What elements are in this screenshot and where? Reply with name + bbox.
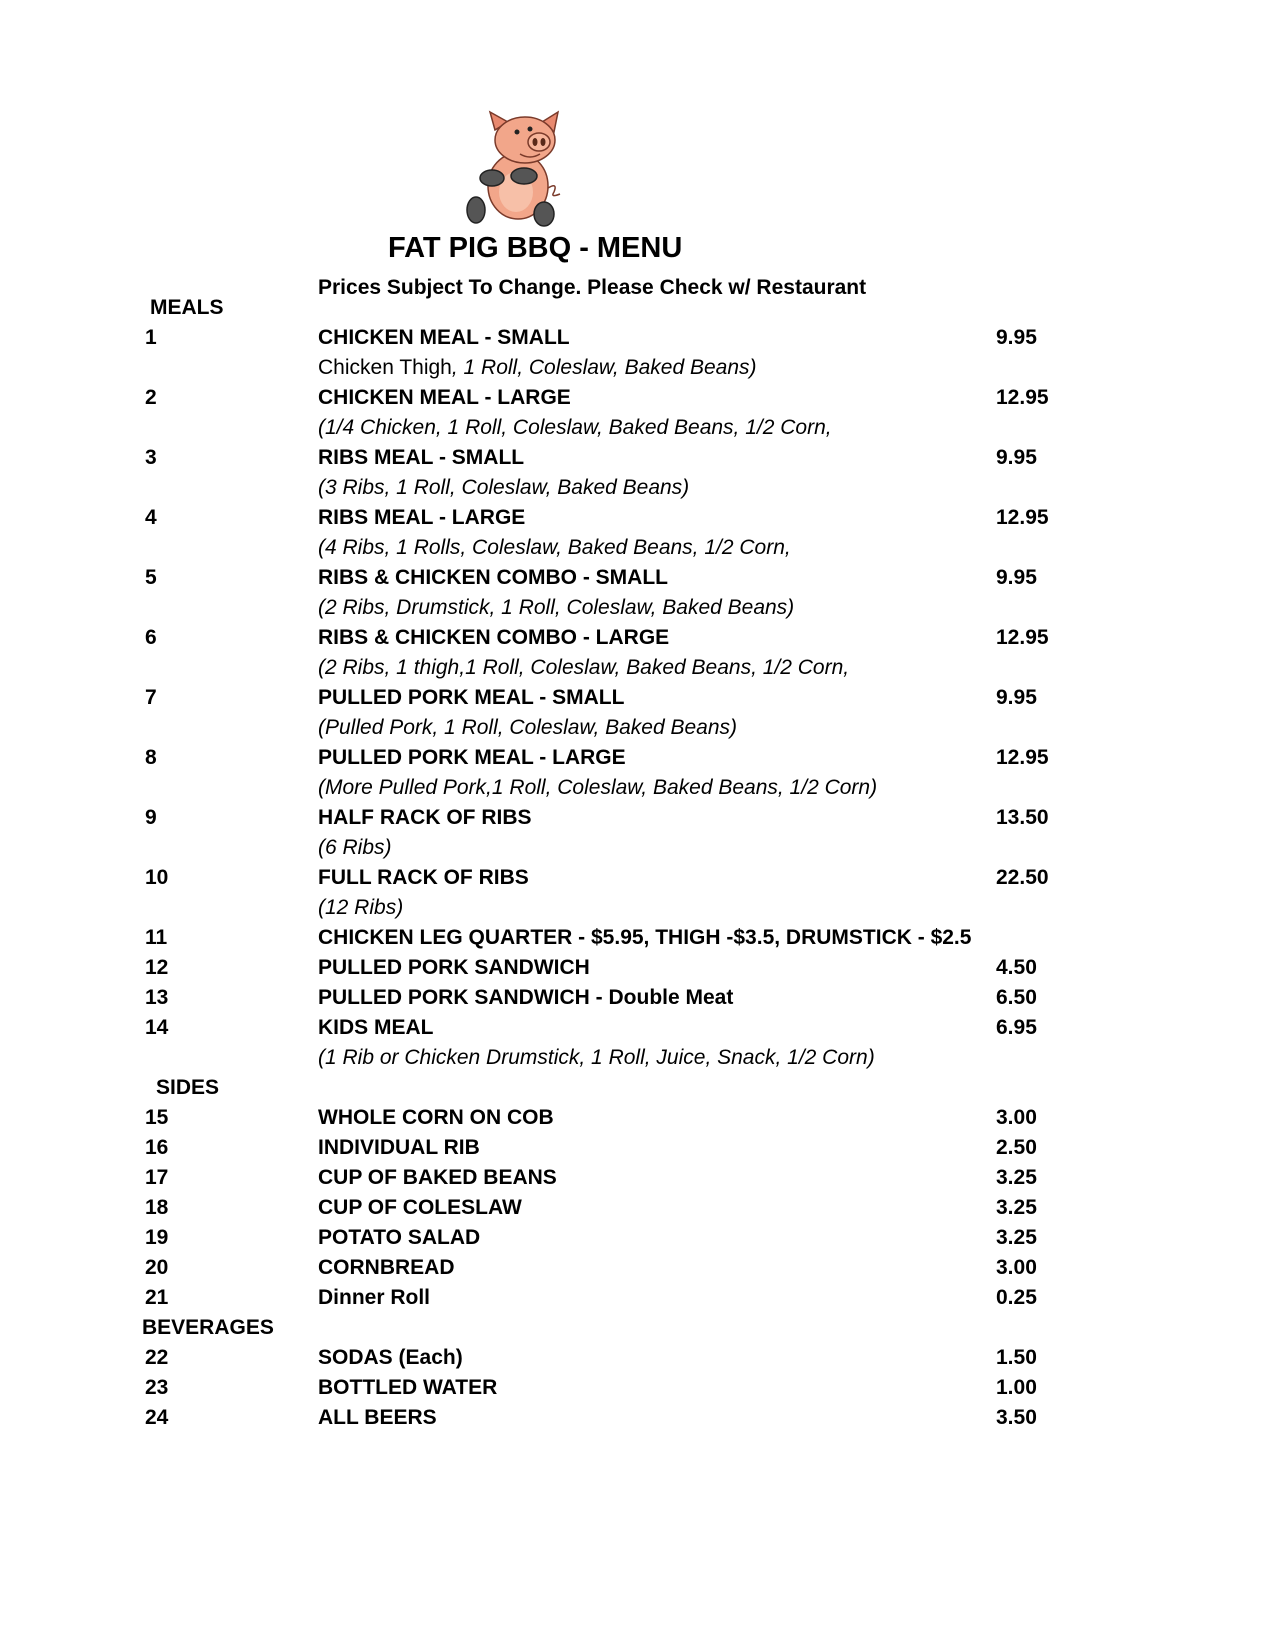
section-title: BEVERAGES — [142, 1316, 274, 1339]
item-number: 16 — [145, 1136, 169, 1159]
item-description: (12 Ribs) — [318, 896, 404, 919]
item-number: 2 — [145, 386, 157, 409]
item-number: 24 — [145, 1406, 169, 1429]
item-number: 18 — [145, 1196, 169, 1219]
menu-item — [0, 1136, 1275, 1167]
item-price: 1.00 — [996, 1376, 1037, 1399]
section-title: SIDES — [156, 1076, 220, 1099]
item-description-row — [0, 716, 1275, 747]
item-number: 13 — [145, 986, 169, 1009]
item-number: 10 — [145, 866, 169, 889]
item-price: 3.25 — [996, 1196, 1037, 1219]
section-title: MEALS — [150, 296, 224, 319]
item-name: CUP OF BAKED BEANS — [318, 1166, 557, 1189]
item-price: 9.95 — [996, 686, 1037, 709]
item-price: 6.50 — [996, 986, 1037, 1009]
item-number: 20 — [145, 1256, 169, 1279]
menu-item — [0, 1286, 1275, 1317]
item-name: RIBS MEAL - LARGE — [318, 506, 526, 529]
item-name: PULLED PORK MEAL - LARGE — [318, 746, 626, 769]
item-name: PULLED PORK SANDWICH — [318, 956, 590, 979]
item-price: 12.95 — [996, 506, 1049, 529]
menu-item — [0, 386, 1275, 417]
menu-item — [0, 1016, 1275, 1047]
item-price: 1.50 — [996, 1346, 1037, 1369]
menu-item — [0, 956, 1275, 987]
section-header-beverages — [0, 1316, 1275, 1347]
item-price: 12.95 — [996, 386, 1049, 409]
item-name: SODAS (Each) — [318, 1346, 463, 1369]
item-name: KIDS MEAL — [318, 1016, 434, 1039]
item-number: 19 — [145, 1226, 169, 1249]
item-name: WHOLE CORN ON COB — [318, 1106, 554, 1129]
menu-item — [0, 326, 1275, 357]
item-name: CORNBREAD — [318, 1256, 455, 1279]
item-price: 3.50 — [996, 1406, 1037, 1429]
item-price: 9.95 — [996, 566, 1037, 589]
item-name: FULL RACK OF RIBS — [318, 866, 529, 889]
item-number: 15 — [145, 1106, 169, 1129]
item-name: CHICKEN LEG QUARTER - $5.95, THIGH -$3.5, DRUMSTICK - $2.5 — [318, 926, 972, 949]
item-description: (More Pulled Pork,1 Roll, Coleslaw, Baked Beans, 1/2 Corn) — [318, 776, 878, 799]
section-header-sides — [0, 1076, 1275, 1107]
item-price: 2.50 — [996, 1136, 1037, 1159]
item-description — [318, 356, 757, 380]
item-name: CHICKEN MEAL - LARGE — [318, 386, 571, 409]
item-price: 0.25 — [996, 1286, 1037, 1309]
menu-item — [0, 926, 1275, 957]
menu-item — [0, 1106, 1275, 1137]
item-price: 22.50 — [996, 866, 1049, 889]
item-description: (1/4 Chicken, 1 Roll, Coleslaw, Baked Beans, 1/2 Corn, — [318, 416, 832, 439]
item-name: CUP OF COLESLAW — [318, 1196, 522, 1219]
item-description: (3 Ribs, 1 Roll, Coleslaw, Baked Beans) — [318, 476, 690, 499]
pig-icon — [462, 110, 582, 230]
item-price: 12.95 — [996, 746, 1049, 769]
item-description-row — [0, 536, 1275, 567]
menu-item — [0, 506, 1275, 537]
item-name: POTATO SALAD — [318, 1226, 481, 1249]
menu-item — [0, 806, 1275, 837]
item-name: Dinner Roll — [318, 1286, 431, 1309]
item-name: PULLED PORK SANDWICH - Double Meat — [318, 986, 734, 1009]
item-price: 4.50 — [996, 956, 1037, 979]
item-number: 11 — [145, 926, 168, 949]
item-number: 4 — [145, 506, 157, 529]
item-number: 21 — [145, 1286, 169, 1309]
item-description-row — [0, 596, 1275, 627]
item-description: (1 Rib or Chicken Drumstick, 1 Roll, Juice, Snack, 1/2 Corn) — [318, 1046, 875, 1069]
item-number: 5 — [145, 566, 157, 589]
menu-item — [0, 1406, 1275, 1437]
item-price: 3.00 — [996, 1106, 1037, 1129]
item-name: INDIVIDUAL RIB — [318, 1136, 480, 1159]
item-description: (2 Ribs, Drumstick, 1 Roll, Coleslaw, Baked Beans) — [318, 596, 795, 619]
item-description-rest: , 1 Roll, Coleslaw, Baked Beans) — [451, 356, 757, 379]
item-name: RIBS & CHICKEN COMBO - LARGE — [318, 626, 670, 649]
menu-item — [0, 626, 1275, 657]
item-number: 1 — [145, 326, 157, 349]
menu-item — [0, 1196, 1275, 1227]
item-name: RIBS MEAL - SMALL — [318, 446, 525, 469]
item-name: CHICKEN MEAL - SMALL — [318, 326, 570, 349]
item-number: 22 — [145, 1346, 169, 1369]
item-price: 3.00 — [996, 1256, 1037, 1279]
menu-item — [0, 1166, 1275, 1197]
item-number: 23 — [145, 1376, 169, 1399]
item-description-row — [0, 836, 1275, 867]
item-description-row — [0, 1046, 1275, 1077]
menu-item — [0, 1346, 1275, 1377]
menu-item — [0, 1256, 1275, 1287]
menu-item — [0, 566, 1275, 597]
menu-item — [0, 446, 1275, 477]
section-header-meals — [0, 296, 1275, 327]
item-name: BOTTLED WATER — [318, 1376, 498, 1399]
item-description-row — [0, 416, 1275, 447]
item-price: 6.95 — [996, 1016, 1037, 1039]
item-number: 14 — [145, 1016, 169, 1039]
menu-item — [0, 1226, 1275, 1257]
item-name: PULLED PORK MEAL - SMALL — [318, 686, 625, 709]
item-description-start: Chicken Thigh — [318, 356, 452, 379]
item-description: (Pulled Pork, 1 Roll, Coleslaw, Baked Beans) — [318, 716, 738, 739]
item-price: 12.95 — [996, 626, 1049, 649]
item-number: 3 — [145, 446, 157, 469]
item-description: (4 Ribs, 1 Rolls, Coleslaw, Baked Beans, 1/2 Corn, — [318, 536, 791, 559]
item-name: ALL BEERS — [318, 1406, 437, 1429]
item-description-row — [0, 356, 1275, 387]
item-number: 17 — [145, 1166, 169, 1189]
item-description-row — [0, 896, 1275, 927]
item-description-row — [0, 476, 1275, 507]
item-price: 9.95 — [996, 446, 1037, 469]
item-description: (2 Ribs, 1 thigh,1 Roll, Coleslaw, Baked Beans, 1/2 Corn, — [318, 656, 850, 679]
item-price: 3.25 — [996, 1166, 1037, 1189]
item-number: 12 — [145, 956, 169, 979]
item-description: (6 Ribs) — [318, 836, 392, 859]
item-price: 13.50 — [996, 806, 1049, 829]
menu-item — [0, 986, 1275, 1017]
menu-item — [0, 1376, 1275, 1407]
item-name: RIBS & CHICKEN COMBO - SMALL — [318, 566, 668, 589]
item-number: 8 — [145, 746, 157, 769]
item-number: 9 — [145, 806, 157, 829]
menu-item — [0, 866, 1275, 897]
item-price: 3.25 — [996, 1226, 1037, 1249]
item-description-row — [0, 656, 1275, 687]
page-title: FAT PIG BBQ - MENU — [388, 232, 683, 264]
item-number: 7 — [145, 686, 157, 709]
item-name: HALF RACK OF RIBS — [318, 806, 532, 829]
menu-item — [0, 746, 1275, 777]
item-description-row — [0, 776, 1275, 807]
page-subtitle: Prices Subject To Change. Please Check w/ Restaurant — [318, 276, 867, 299]
item-number: 6 — [145, 626, 157, 649]
item-price: 9.95 — [996, 326, 1037, 349]
menu-item — [0, 686, 1275, 717]
